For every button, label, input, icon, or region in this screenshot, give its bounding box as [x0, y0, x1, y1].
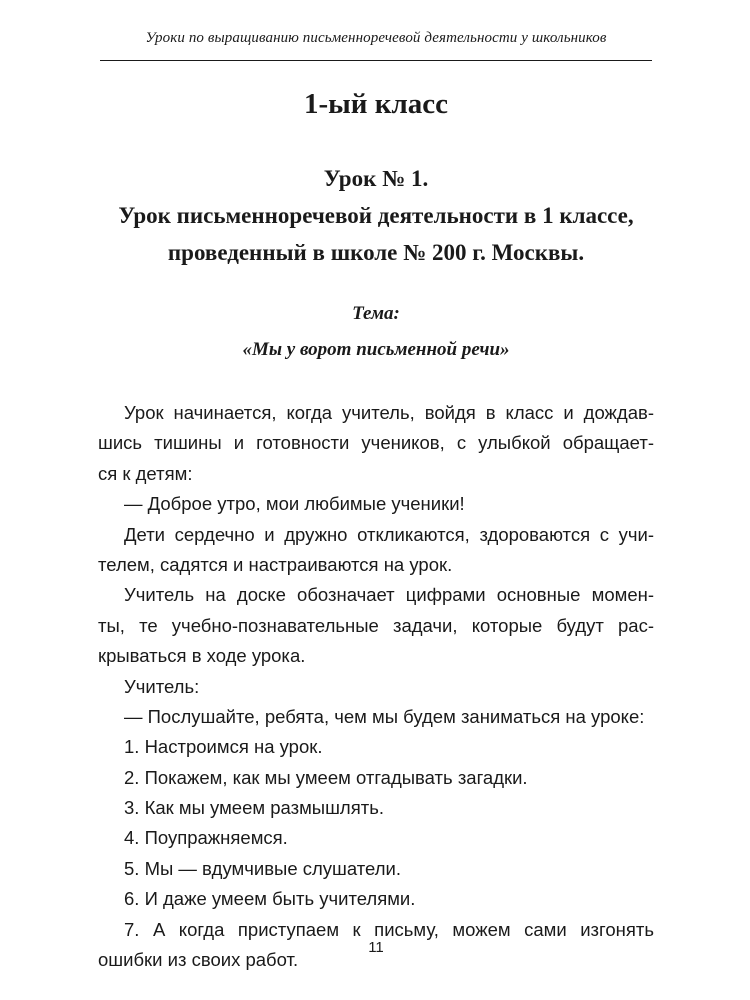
header-rule — [100, 60, 652, 61]
body-line: ты, те учебно-познавательные задачи, которые будут рас- — [98, 614, 654, 636]
body-line: 1. Настроимся на урок. — [124, 736, 323, 758]
body-line: ся к детям: — [98, 462, 193, 484]
class-title: 1-ый класс — [304, 88, 448, 120]
body-line: 6. И даже умеем быть учителями. — [124, 888, 416, 910]
body-line: — Послушайте, ребята, чем мы будем заниматься на уроке: — [124, 705, 645, 727]
body-line: крываться в ходе урока. — [98, 645, 306, 667]
body-line: Учитель на доске обозначает цифрами основные момен- — [124, 584, 654, 606]
body-line: 4. Поупражняемся. — [124, 827, 288, 849]
body-line: Дети сердечно и дружно откликаются, здороваются с учи- — [124, 523, 654, 545]
body-line: шись тишины и готовности учеников, с улыбкой обращает- — [98, 432, 654, 454]
body-line: — Доброе утро, мои любимые ученики! — [124, 493, 465, 515]
lesson-number: Урок № 1. — [323, 166, 429, 191]
lesson-title-line-1: Урок письменноречевой деятельности в 1 классе, — [118, 203, 634, 228]
running-head: Уроки по выращиванию письменноречевой деятельности у школьников — [145, 30, 607, 46]
body-line: 2. Покажем, как мы умеем отгадывать загадки. — [124, 766, 528, 788]
body-line: ошибки из своих работ. — [98, 949, 299, 971]
body-line: Учитель: — [124, 675, 200, 697]
topic-label: Тема: — [352, 303, 400, 324]
body-line: телем, садятся и настраиваются на урок. — [98, 553, 453, 575]
topic-name: «Мы у ворот письменной речи» — [242, 339, 510, 360]
body-line: 7. А когда приступаем к письму, можем сами изгонять — [124, 918, 654, 940]
body-line: Урок начинается, когда учитель, войдя в класс и дождав- — [124, 402, 654, 423]
lesson-heading — [100, 160, 652, 271]
body-text — [98, 398, 654, 975]
topic-block — [100, 296, 652, 368]
body-line: 5. Мы — вдумчивые слушатели. — [124, 857, 401, 879]
lesson-title-line-2: проведенный в школе № 200 г. Москвы. — [167, 240, 585, 265]
body-line: 3. Как мы умеем размышлять. — [124, 797, 384, 819]
page-number: 11 — [368, 939, 384, 956]
